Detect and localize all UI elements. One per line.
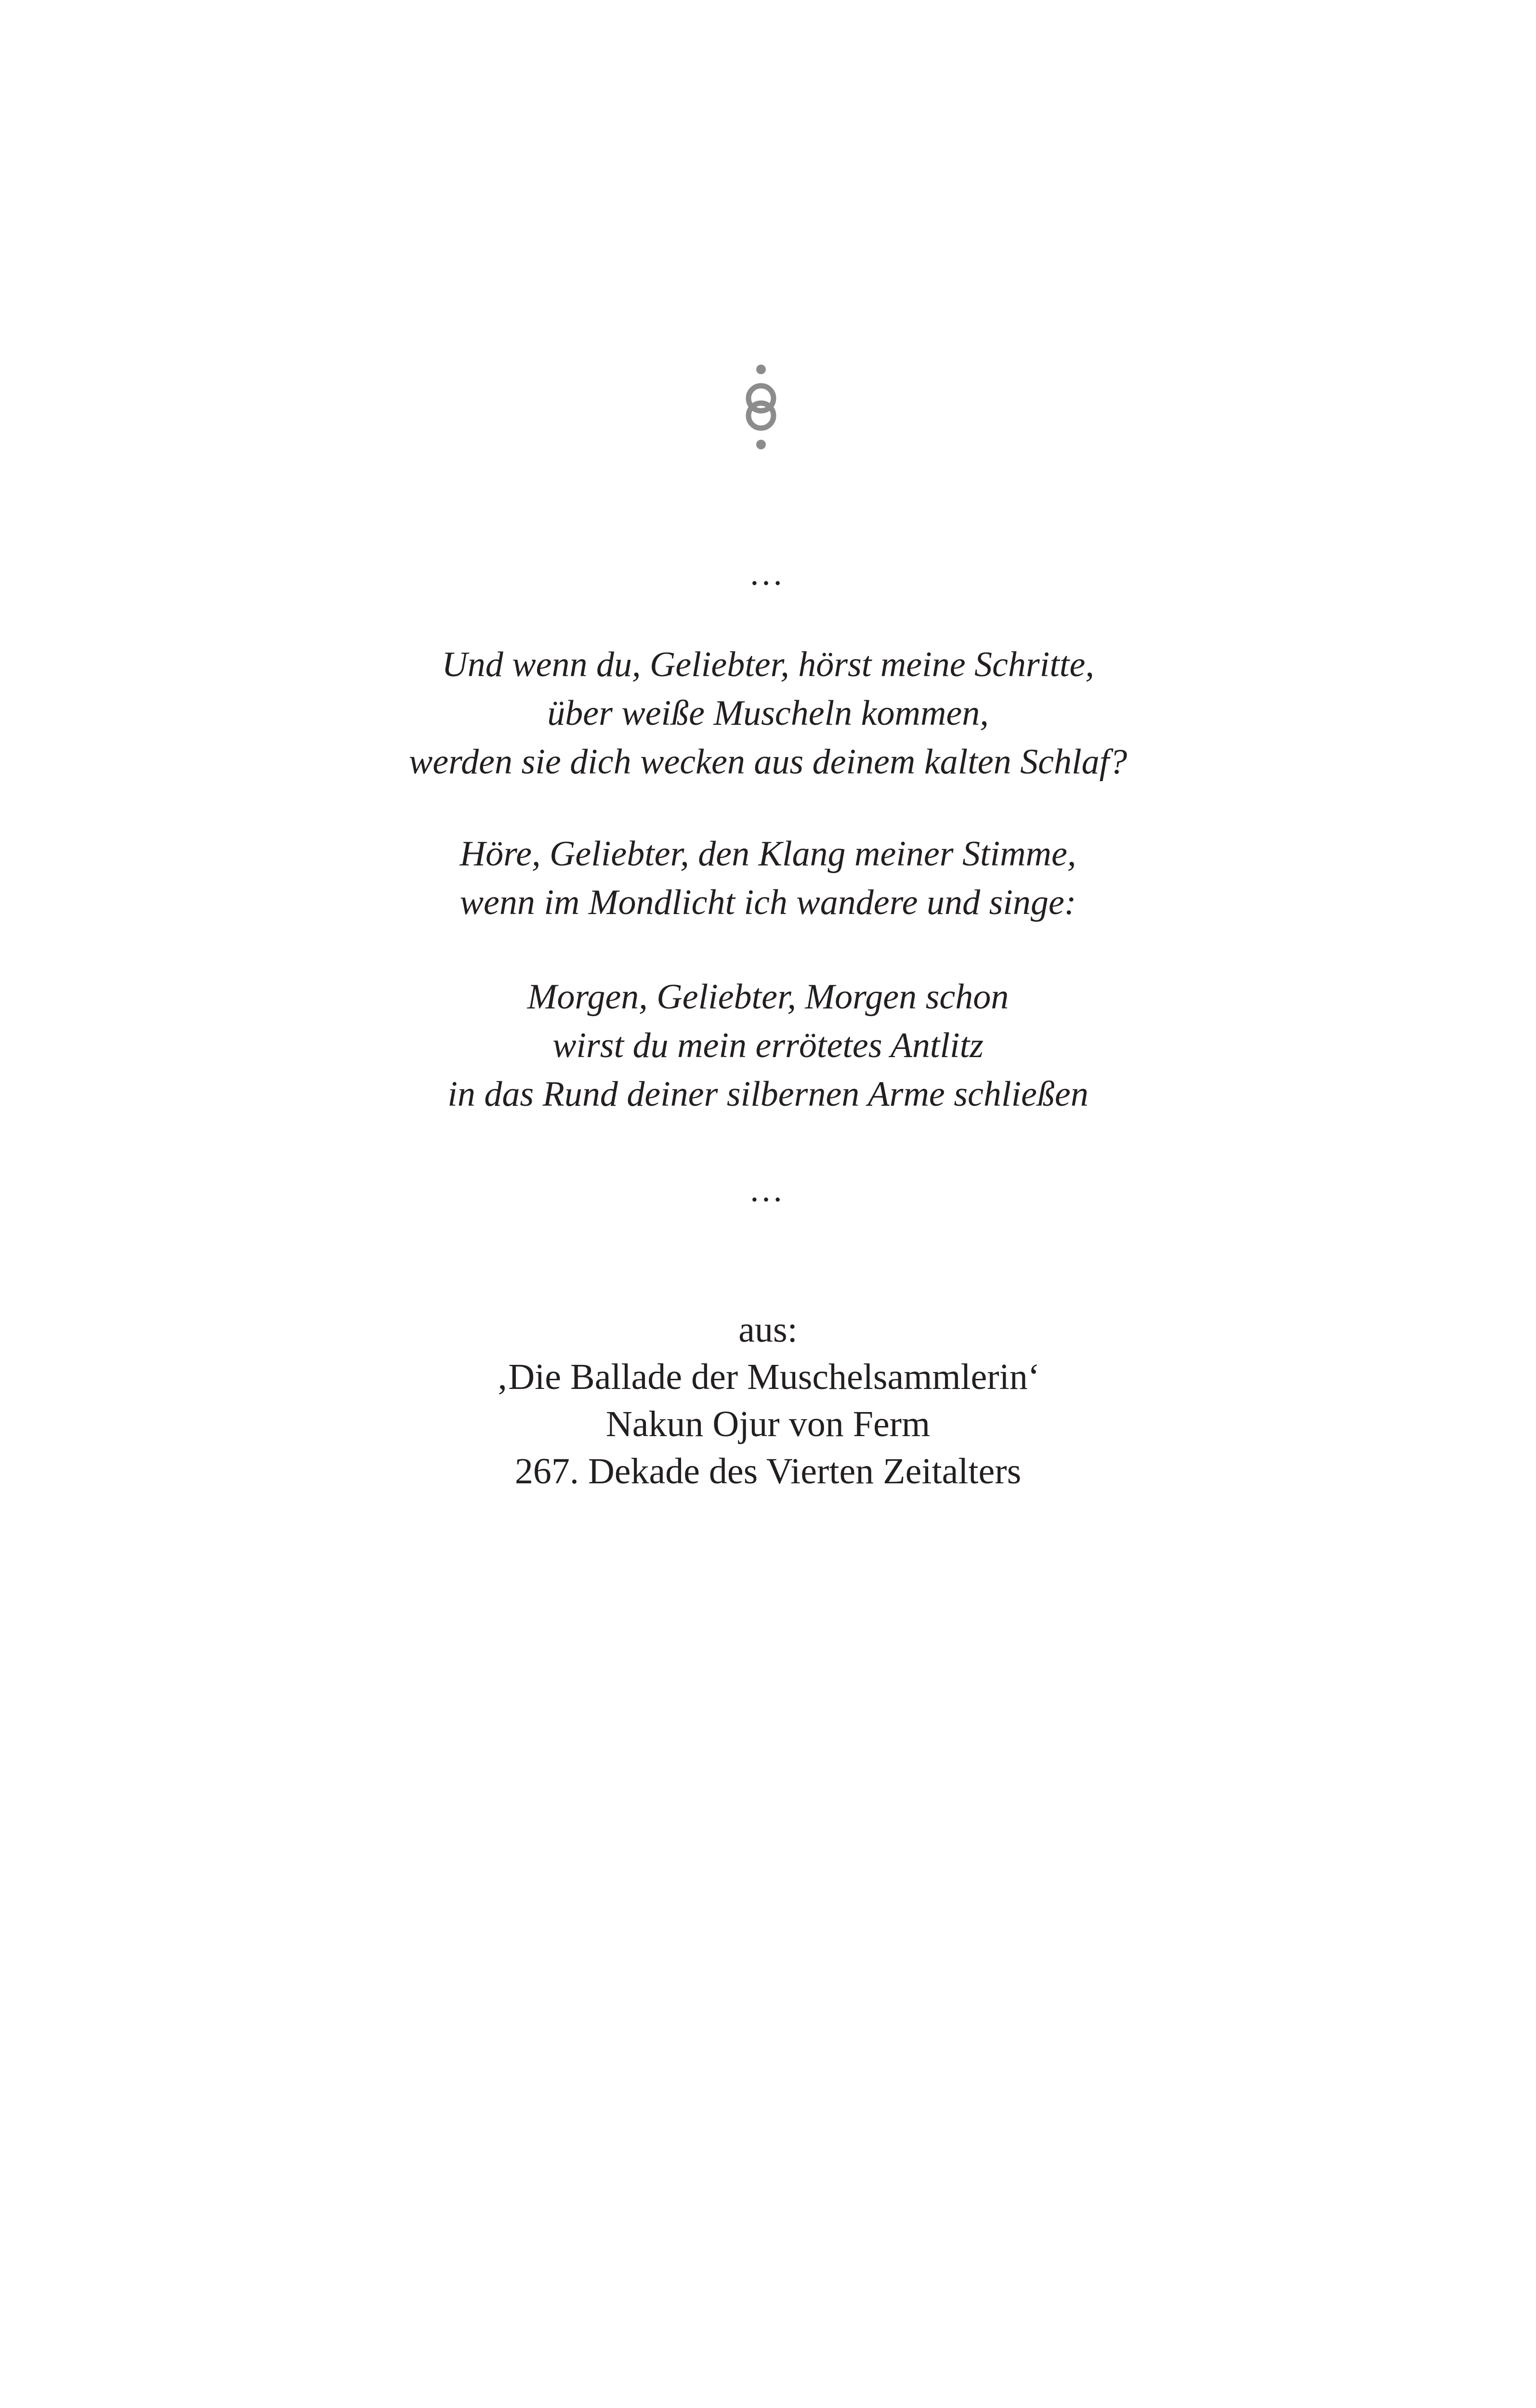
source-title: ‚Die Ballade der Muschelsammlerin‘ (496, 1357, 1040, 1397)
source-date: 267. Dekade des Vierten Zeitalters (514, 1451, 1022, 1492)
stanza-line: Und wenn du, Geliebter, hörst meine Schritte, (442, 645, 1094, 684)
ellipsis-top: … (748, 554, 788, 592)
stanza-line: Höre, Geliebter, den Klang meiner Stimme, (459, 834, 1077, 874)
source-attribution (0, 1306, 1536, 1495)
ellipsis-bottom: … (748, 1170, 788, 1209)
stanza-line: Morgen, Geliebter, Morgen schon (527, 977, 1009, 1017)
stanza-1 (0, 641, 1536, 786)
source-prefix: aus: (738, 1309, 798, 1350)
stanza-line: über weiße Muscheln kommen, (547, 694, 989, 733)
stanza-line: in das Rund deiner silbernen Arme schließen (447, 1074, 1089, 1114)
stanza-line: wenn im Mondlicht ich wandere und singe: (459, 883, 1077, 922)
stanza-line: werden sie dich wecken aus deinem kalten Schlaf? (408, 742, 1128, 782)
ornament-icon (744, 364, 778, 450)
source-author: Nakun Ojur von Ferm (605, 1404, 931, 1444)
stanza-line: wirst du mein errötetes Antlitz (552, 1026, 984, 1065)
stanza-2 (0, 830, 1536, 927)
stanza-3 (0, 973, 1536, 1119)
